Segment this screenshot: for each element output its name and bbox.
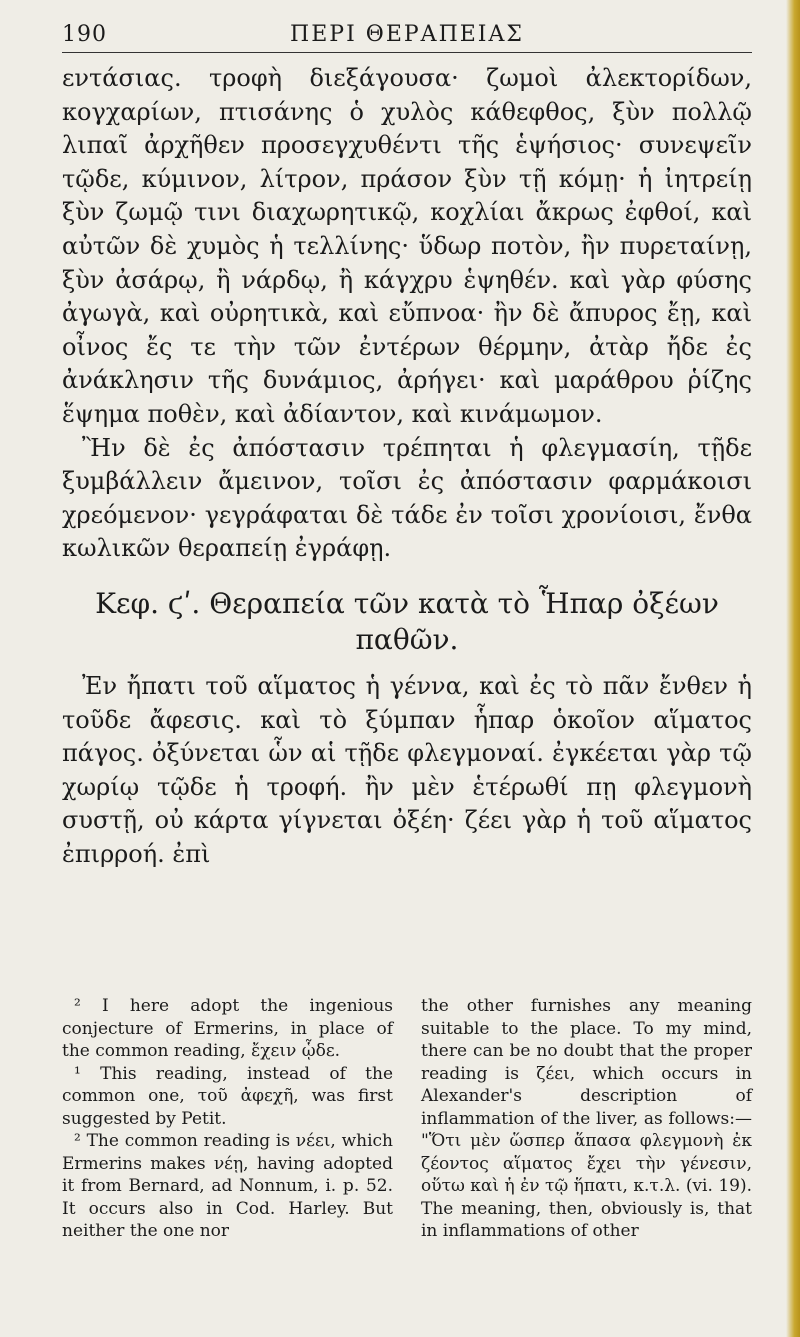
- page-number: 190: [62, 22, 107, 47]
- footnote: ¹ This reading, instead of the common one, τοῦ ἀφεχῆ, was first suggested by Petit.: [62, 1063, 393, 1129]
- running-head: ΠΕΡΙ ΘΕΡΑΠΕΙΑΣ: [290, 22, 524, 47]
- footnote: ² I here adopt the ingenious conjecture of Ermerins, in place of the common reading, ἔχειν ᾧδε.: [62, 996, 393, 1061]
- footnote-continuation: the other furnishes any meaning suitable to the place. To my mind, there can be no doubt that the proper reading is ζέει, which occurs in Alexander's description of inflammation of the liver, as follows:— "Ὅτι μὲν ὥσπερ ἅπασα φλεγμονὴ ἐκ ζέοντος αἵματος ἔχει τὴν γένεσιν, οὕτω καὶ ἡ ἐν τῷ ἥπατι, κ.τ.λ. (vi. 19). The meaning, then, obviously is, that in inflammations of other: [421, 996, 752, 1241]
- footnotes: [62, 995, 752, 1243]
- page-edge: [786, 0, 800, 1337]
- chapter-heading: Κεφ. ϛʹ. Θεραπεία τῶν κατὰ τὸ Ἧπαρ ὀξέων παθῶν.: [95, 586, 719, 656]
- paragraph-2: Ἢν δὲ ἐς ἀπόστασιν τρέπηται ἡ φλεγμασίη, τῇδε ξυμβάλλειν ἄμεινον, τοῖσι ἐς ἀπόστασιν φαρμάκοισι χρεόμενον· γεγράφαται δὲ τάδε ἐν τοῖσι χρονίοισι, ἔνθα κωλικῶν θεραπείῃ ἐγράφῃ.: [62, 433, 752, 563]
- page-header: [62, 22, 752, 53]
- paragraph-3: Ἐν ἤπατι τοῦ αἵματος ἡ γέννα, καὶ ἐς τὸ πᾶν ἔνθεν ἡ τοῦδε ἄφεσις. καὶ τὸ ξύμπαν ἧπαρ ὁκοῖον αἵματος πάγος. ὀξύνεται ὧν αἱ τῇδε φλεγμοναί. ἐγκέεται γὰρ τῷ χωρίῳ τῷδε ἡ τροφή. ἢν μὲν ἑτέρωθί πῃ φλεγμονὴ συστῇ, οὐ κάρτα γίγνεται ὀξέη· ζέει γὰρ ἡ τοῦ αἵματος ἐπιρροή. ἐπὶ: [62, 671, 752, 868]
- footnotes-left-column: [62, 995, 393, 1243]
- main-text: [62, 62, 752, 871]
- paragraph-1: εντάσιας. τροφὴ διεξάγουσα· ζωμοὶ ἀλεκτορίδων, κογχαρίων, πτισάνης ὁ χυλὸς κάθεφθος, ξὺν πολλῷ λιπαῖ ἀρχῆθεν προσεγχυθέντι τῆς ἑψήσιος· συνεψεῖν τῷδε, κύμινον, λίτρον, πράσον ξὺν τῇ κόμῃ· ἡ ἰητρείῃ ξὺν ζωμῷ τινι διαχωρητικῷ, κοχλίαι ἄκρως ἐφθοί, καὶ αὐτῶν δὲ χυμὸς ἡ τελλίνης· ὕδωρ ποτὸν, ἢν πυρεταίνῃ, ξὺν ἀσάρῳ, ἢ νάρδῳ, ἢ κάγχρυ ἑψηθέν. καὶ γὰρ φύσης ἀγωγὰ, καὶ οὐρητικὰ, καὶ εὔπνοα· ἢν δὲ ἄπυρος ἔῃ, καὶ οἶνος ἔς τε τὴν τῶν ἐντέρων θέρμην, ἀτὰρ ἤδε ἐς ἀνάκλησιν τῆς δυνάμιος, ἀρήγει· καὶ μαράθρου ῥίζης ἕψημα ποθὲν, καὶ ἀδίαντον, καὶ κινάμωμον.: [62, 64, 752, 428]
- footnote: ² The common reading is νέει, which Ermerins makes νέῃ, having adopted it from Bernard, ad Nonnum, i. p. 52. It occurs also in Cod. Harley. But neither the one nor: [62, 1131, 393, 1241]
- footnotes-right-column: [421, 995, 752, 1243]
